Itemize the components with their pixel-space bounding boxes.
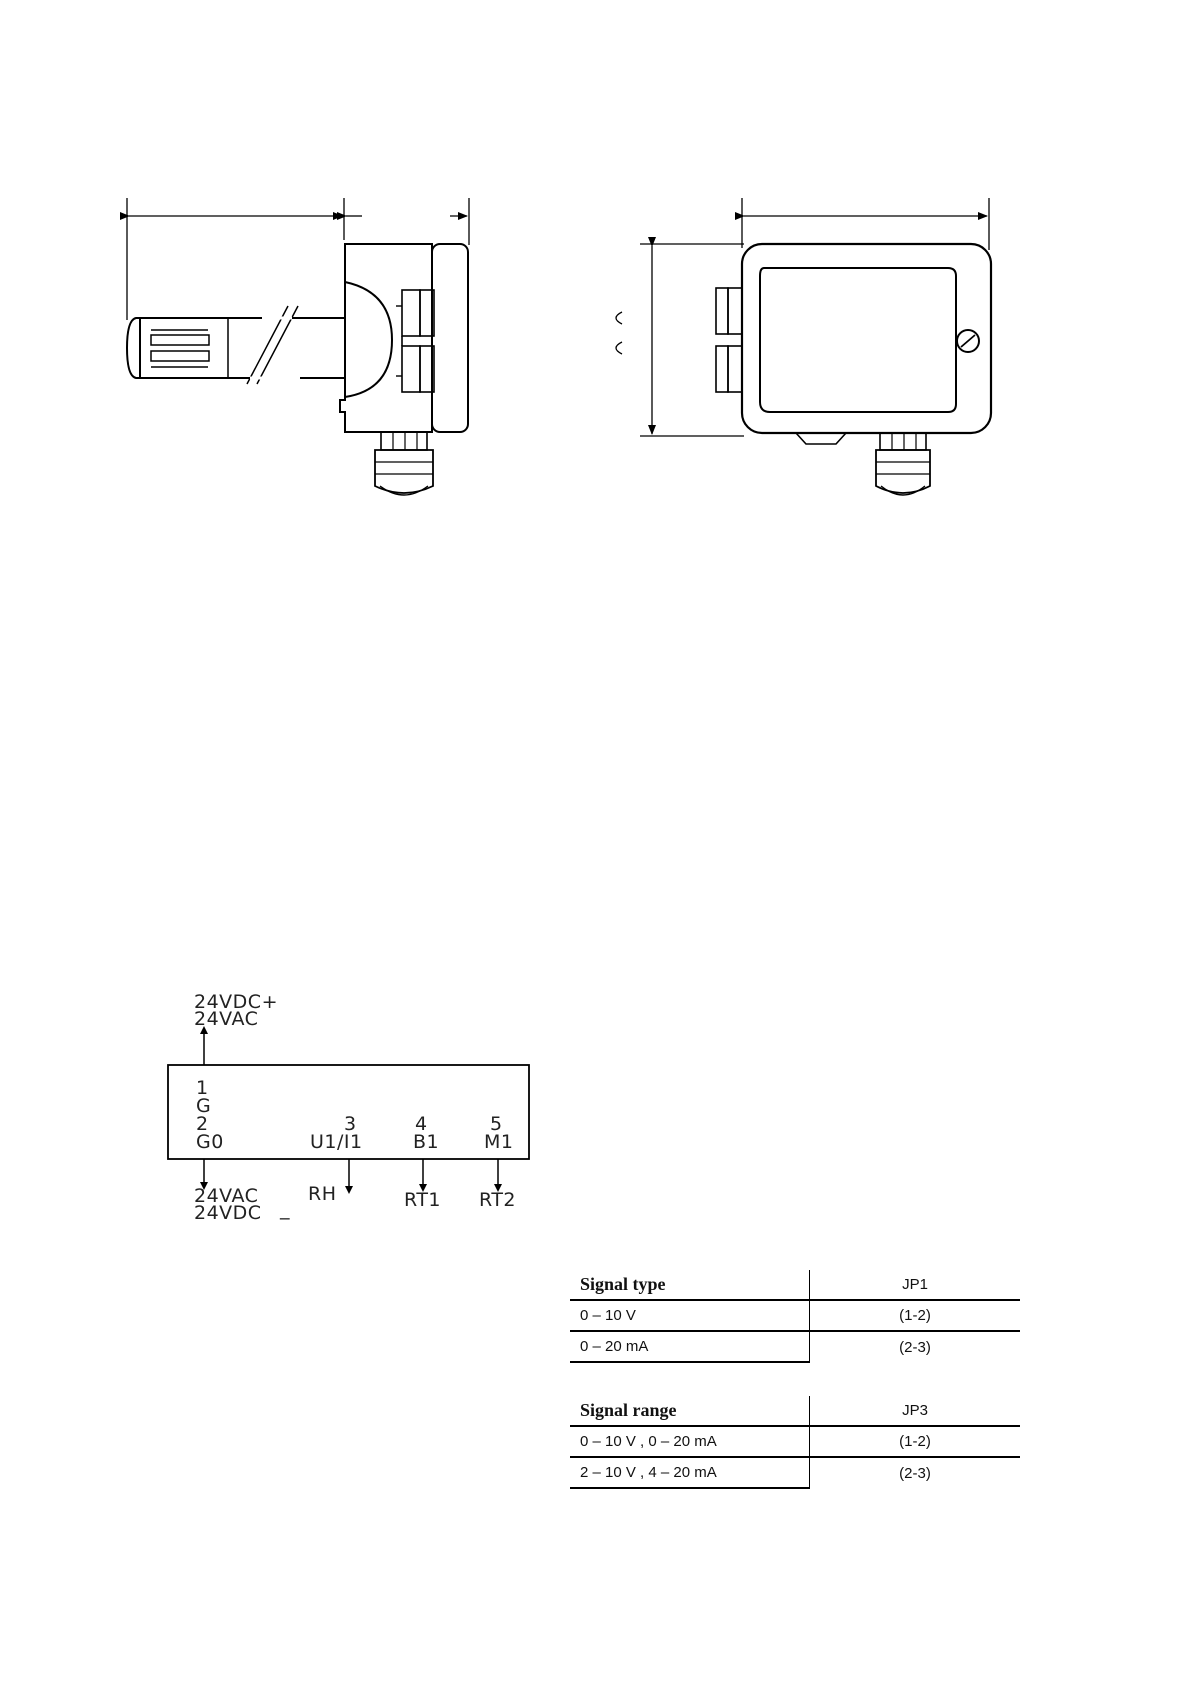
label-rt2: RT2	[479, 1189, 517, 1211]
label-minus: _	[280, 1198, 290, 1220]
label-24vac-top: 24VAC	[194, 1008, 259, 1030]
table-header-row	[570, 1396, 1020, 1426]
signal-type-value: 0 – 10 V	[570, 1300, 810, 1331]
label-24vdc-bottom: 24VDC	[194, 1202, 262, 1224]
terminal-3-name: U1/I1	[310, 1131, 363, 1153]
table-row	[570, 1300, 1020, 1331]
terminal-2-number: 2	[196, 1113, 209, 1135]
jp3-header: JP3	[810, 1396, 1021, 1426]
terminal-4-name: B1	[413, 1131, 440, 1153]
terminal-3-number: 3	[344, 1113, 357, 1135]
label-rh: RH	[308, 1183, 337, 1205]
terminal-2-name: G0	[196, 1131, 224, 1153]
signal-type-header: Signal type	[580, 1274, 666, 1294]
jp1-setting: (1-2)	[810, 1300, 1021, 1331]
signal-range-value: 0 – 10 V , 0 – 20 mA	[570, 1426, 810, 1457]
table-header-row	[570, 1270, 1020, 1300]
terminal-box	[168, 1065, 529, 1159]
terminal-1-name: G	[196, 1095, 212, 1117]
signal-range-table	[570, 1396, 1020, 1489]
signal-range-value: 2 – 10 V , 4 – 20 mA	[570, 1457, 810, 1488]
signal-type-table-wrap	[570, 1270, 1020, 1363]
signal-range-header: Signal range	[580, 1400, 677, 1420]
signal-type-value: 0 – 20 mA	[570, 1331, 810, 1362]
signal-type-table	[570, 1270, 1020, 1363]
label-24vac-bottom: 24VAC	[194, 1185, 259, 1207]
sensor-front-view-drawing	[616, 198, 991, 495]
table-row	[570, 1331, 1020, 1362]
jp3-setting: (1-2)	[810, 1426, 1021, 1457]
jp3-setting: (2-3)	[810, 1457, 1021, 1488]
sensor-side-view-drawing	[127, 198, 469, 495]
dimension-drawings	[0, 0, 1191, 520]
terminal-4-number: 4	[415, 1113, 428, 1135]
jp1-header: JP1	[810, 1270, 1021, 1300]
label-24vdc-plus: 24VDC+	[194, 991, 278, 1013]
terminal-1-number: 1	[196, 1077, 209, 1099]
table-row	[570, 1457, 1020, 1488]
terminal-5-number: 5	[490, 1113, 503, 1135]
terminal-5-name: M1	[484, 1131, 514, 1153]
table-row	[570, 1426, 1020, 1457]
label-rt1: RT1	[404, 1189, 442, 1211]
jp1-setting: (2-3)	[810, 1331, 1021, 1362]
signal-range-table-wrap	[570, 1396, 1020, 1489]
